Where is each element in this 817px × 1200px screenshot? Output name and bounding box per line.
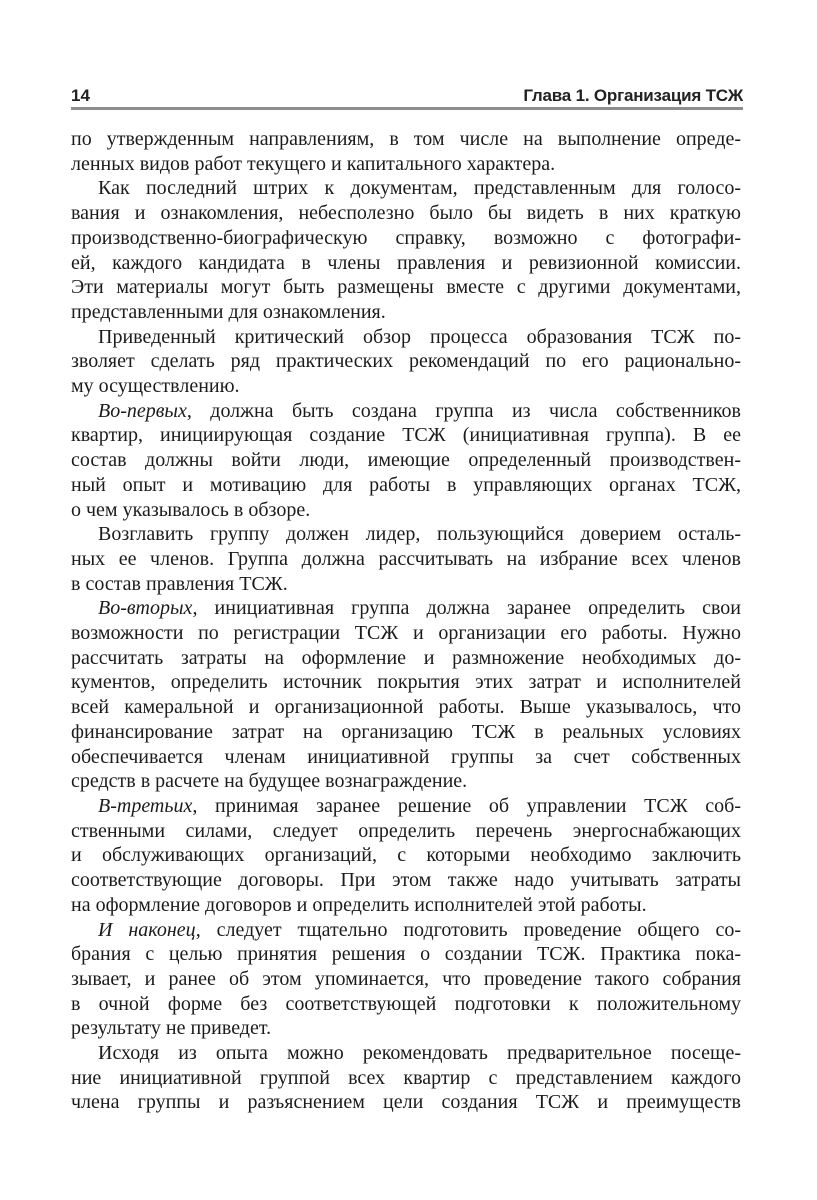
header-rule bbox=[71, 107, 743, 110]
text-line: финансирование затрат на организацию ТСЖ в реальных условиях bbox=[71, 720, 741, 743]
text-line: ей, каждого кандидата в члены правления и ревизионной комиссии. bbox=[71, 251, 741, 274]
running-header bbox=[71, 87, 743, 107]
paragraph bbox=[71, 399, 741, 523]
text-line: результату не приведет. bbox=[71, 1017, 272, 1040]
lead-italic: Во-вторых bbox=[98, 597, 193, 620]
text-line: возможности по регистрации ТСЖ и организации его работы. Нужно bbox=[71, 622, 741, 645]
paragraph bbox=[71, 918, 741, 1042]
text-line: зывает, и ранее об этом упоминается, что проведение такого собрания bbox=[71, 967, 741, 990]
text-line: квартир, инициирующая создание ТСЖ (инициативная группа). В ее bbox=[71, 424, 741, 447]
page-number: 14 bbox=[71, 86, 90, 105]
lead-italic: В-третьих bbox=[98, 794, 193, 817]
text-line: в состав правления ТСЖ. bbox=[71, 572, 288, 595]
text-line: му осуществлению. bbox=[71, 375, 240, 398]
text-line: ных ее членов. Группа должна рассчитывать на избрание всех членов bbox=[71, 547, 741, 570]
paragraph bbox=[71, 522, 741, 596]
text-line: и обслуживающих организаций, с которыми необходимо заключить bbox=[71, 844, 741, 867]
text-line: соответствующие договоры. При этом также надо учитывать затраты bbox=[71, 869, 741, 892]
paragraph bbox=[71, 794, 741, 918]
text-line: рассчитать затраты на оформление и размножение необходимых до- bbox=[71, 646, 741, 669]
paragraph bbox=[71, 596, 741, 794]
text-line: Исходя из опыта можно рекомендовать предварительное посеще- bbox=[98, 1042, 741, 1065]
lead-italic: И наконец bbox=[98, 918, 196, 941]
text-line: члена группы и разъяснением цели создания ТСЖ и преимуществ bbox=[71, 1091, 741, 1114]
text-block bbox=[71, 127, 741, 1115]
paragraph bbox=[71, 1041, 741, 1115]
text-line: на оформление договоров и определить исполнителей этой работы. bbox=[71, 893, 647, 916]
text-line: по утвержденным направлениям, в том числе на выполнение опреде- bbox=[71, 128, 741, 150]
text-line: ленных видов работ текущего и капитального характера. bbox=[71, 152, 556, 175]
text-line: В-третьих, принимая заранее решение об управлении ТСЖ соб- bbox=[98, 794, 741, 817]
text-line: производственно-биографическую справку, возможно с фотографи- bbox=[71, 226, 741, 249]
text-line: вания и ознакомления, небесполезно было бы видеть в них краткую bbox=[71, 202, 741, 225]
paragraph bbox=[71, 325, 741, 399]
text-line: Во-первых, должна быть создана группа из числа собственников bbox=[98, 399, 741, 422]
text-line: представленными для ознакомления. bbox=[71, 300, 386, 323]
text-line: средств в расчете на будущее вознаграждение. bbox=[71, 770, 468, 793]
text-line: ственными силами, следует определить перечень энергоснабжающих bbox=[71, 819, 741, 842]
text-line: брания с целью принятия решения о создании ТСЖ. Практика пока- bbox=[71, 943, 741, 966]
text-line: кументов, определить источник покрытия этих затрат и исполнителей bbox=[71, 671, 741, 694]
text-line: Возглавить группу должен лидер, пользующийся доверием осталь- bbox=[98, 523, 741, 546]
lead-italic: Во-первых bbox=[98, 399, 187, 422]
text-line: И наконец, следует тщательно подготовить проведение общего со- bbox=[98, 918, 742, 941]
text-line: в очной форме без соответствующей подготовки к положительному bbox=[71, 992, 741, 1015]
text-line: состав должны войти люди, имеющие определенный производствен- bbox=[71, 449, 741, 472]
text-line: Как последний штрих к документам, представленным для голосо- bbox=[98, 177, 741, 200]
paragraph bbox=[71, 176, 741, 324]
paragraph bbox=[71, 127, 741, 176]
text-line: всей камеральной и организационной работы. Выше указывалось, что bbox=[71, 696, 741, 719]
text-line: обеспечивается членам инициативной группы за счет собственных bbox=[71, 745, 741, 768]
chapter-title: Глава 1. Организация ТСЖ bbox=[523, 86, 743, 105]
text-line: ние инициативной группой всех квартир с представлением каждого bbox=[71, 1066, 741, 1089]
text-line: Приведенный критический обзор процесса образования ТСЖ по- bbox=[98, 325, 741, 348]
text-line: о чем указывалось в обзоре. bbox=[71, 498, 311, 521]
text-line: Во-вторых, инициативная группа должна заранее определить свои bbox=[98, 597, 741, 620]
text-line: зволяет сделать ряд практических рекомендаций по его рационально- bbox=[71, 350, 741, 373]
text-line: Эти материалы могут быть размещены вместе с другими документами, bbox=[71, 276, 741, 299]
text-line: ный опыт и мотивацию для работы в управляющих органах ТСЖ, bbox=[71, 473, 741, 496]
